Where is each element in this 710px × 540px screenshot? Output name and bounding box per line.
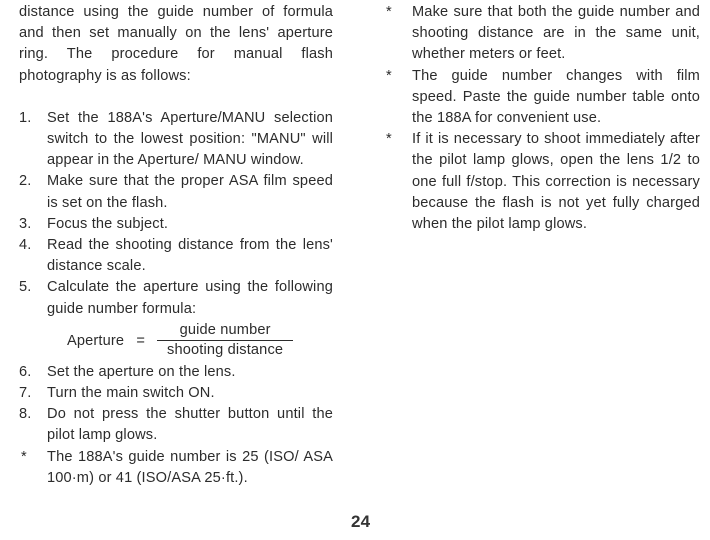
step-number: 7. [19,385,32,402]
step-item [19,108,333,172]
note-item [384,129,700,235]
formula-lhs-label: Aperture [67,332,125,349]
formula-denominator: shooting distance [167,342,284,359]
step-text: Read the shooting distance from the lens' distance scale. [47,237,333,275]
note-item [384,66,700,130]
step-number: 1. [19,109,32,126]
page-number: 24 [351,512,371,531]
step-number: 6. [19,363,32,380]
step-item [19,235,333,277]
formula-lhs [67,333,145,349]
step-item [19,277,333,319]
note-item [19,447,333,489]
step-number: 4. [19,237,32,254]
left-column [19,2,333,489]
asterisk-marker: * [386,4,392,20]
note-text: The guide number changes with film speed. Paste the guide number table onto the 188A for convenient use. [412,67,700,127]
asterisk-marker: * [386,67,392,84]
right-column [384,2,700,235]
step-text: Calculate the aperture using the following guide number formula: [47,279,333,317]
asterisk-marker: * [386,131,392,148]
note-item [384,2,700,66]
step-item [19,171,333,213]
step-text: Set the 188A's Aperture/MANU selection switch to the lowest position: "MANU" will appear in the Aperture/ MANU window. [47,109,333,169]
aperture-formula [67,320,333,362]
step-text: Do not press the shutter button until the pilot lamp glows. [47,406,333,444]
formula-equals: = [136,332,146,349]
formula-numerator: guide number [179,322,271,339]
note-text: If it is necessary to shoot immediately after the pilot lamp glows, open the lens 1/2 to one full f/stop. This correction is necessary because the flash is not yet fully charged when the pilot lamp glows. [412,131,700,233]
note-text: Make sure that both the guide number and shooting distance are in the same unit, whether meters or feet. [412,4,700,63]
note-text: The 188A's guide number is 25 (ISO/ ASA 100·m) or 41 (ISO/ASA 25·ft.). [47,448,333,486]
step-number: 3. [19,215,32,232]
step-number: 5. [19,279,32,296]
step-text: Focus the subject. [47,215,169,232]
step-item [19,214,333,235]
intro-paragraph: distance using the guide number of formula and then set manually on the lens' aperture ring. The procedure for manual flash photography is as follows: [19,4,333,84]
step-number: 8. [19,406,32,423]
step-number: 2. [19,173,32,190]
asterisk-marker: * [21,448,27,465]
step-text: Turn the main switch ON. [47,385,215,402]
step-text: Make sure that the proper ASA film speed is set on the flash. [47,173,333,211]
step-text: Set the aperture on the lens. [47,363,236,380]
step-item [19,383,333,404]
formula-fraction [157,321,293,360]
step-item [19,362,333,383]
step-item [19,404,333,446]
